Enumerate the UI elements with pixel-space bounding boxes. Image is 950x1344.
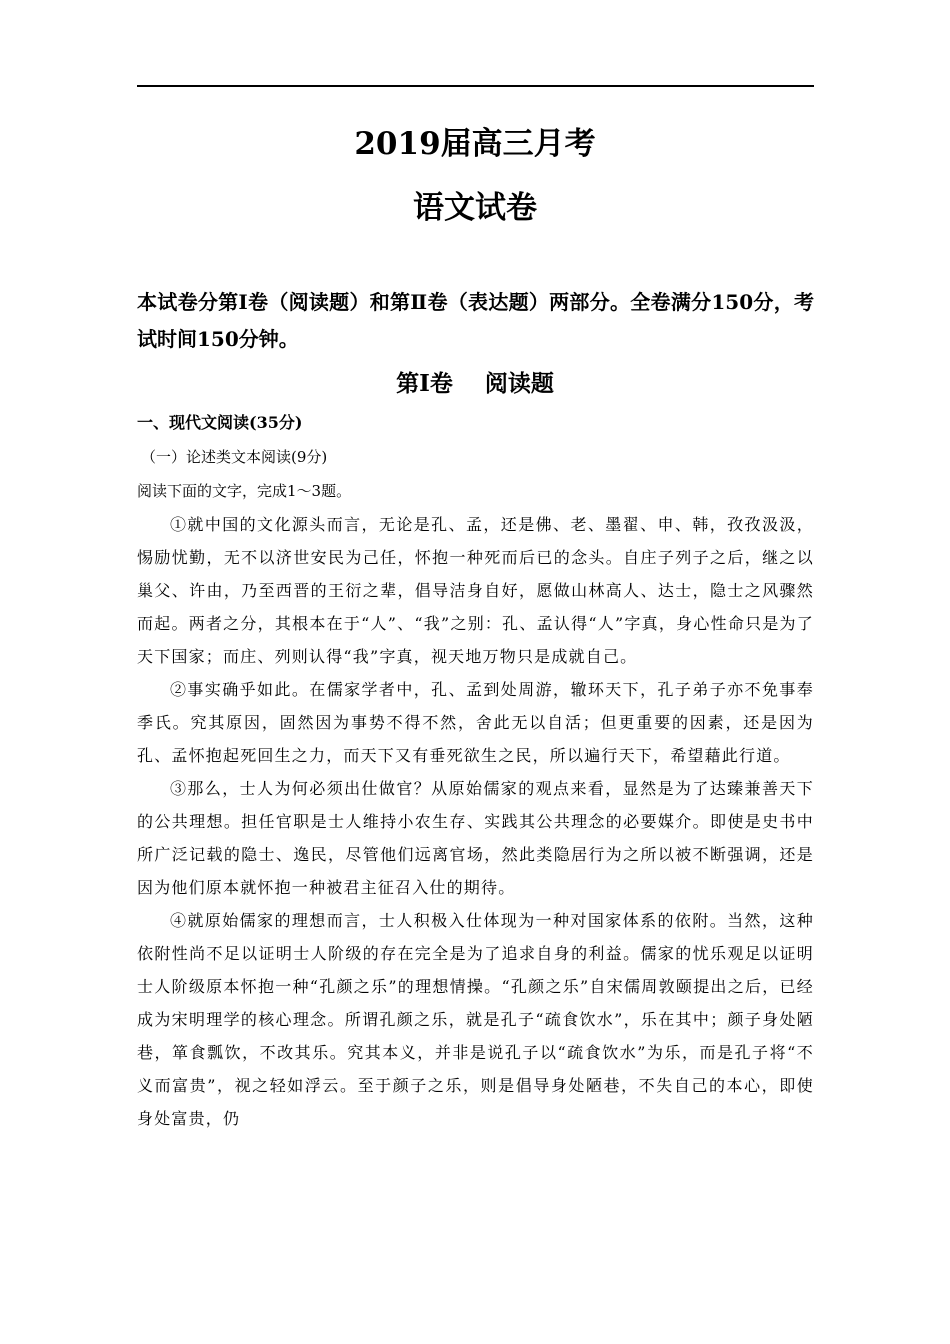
reading-passage xyxy=(137,508,814,1135)
passage-paragraph-1: ①就中国的文化源头而言，无论是孔、孟，还是佛、老、墨翟、申、韩，孜孜汲汲，惕励忧勤，无不以济世安民为己任，怀抱一种死而后已的念头。自庄子列子之后，继之以巢父、许由，乃至西晋的王衍之辈，倡导洁身自好，愿做山林高人、达士，隐士之风骤然而起。两者之分，其根本在于“人”、“我”之别：孔、孟认得“人”字真，身心性命只是为了天下国家；而庄、列则认得“我”字真，视天地万物只是成就自己。 xyxy=(137,515,814,666)
part-heading: 第Ⅰ卷 阅读题 xyxy=(396,370,554,397)
reading-instruction: 阅读下面的文字，完成1～3题。 xyxy=(137,482,352,500)
sub-heading: （一）论述类文本阅读(9分) xyxy=(141,448,328,466)
exam-title: 2019届高三月考 xyxy=(354,126,596,162)
header-rule xyxy=(137,85,814,87)
passage-paragraph-2: ②事实确乎如此。在儒家学者中，孔、孟到处周游，辙环天下，孔子弟子亦不免事奉季氏。究其原因，固然因为事势不得不然，舍此无以自活；但更重要的因素，还是因为孔、孟怀抱起死回生之力，而天下又有垂死欲生之民，所以遍行天下，希望藉此行道。 xyxy=(137,680,814,765)
exam-instructions: 本试卷分第Ⅰ卷（阅读题）和第Ⅱ卷（表达题）两部分。全卷满分150分，考试时间150分钟。 xyxy=(137,290,814,351)
passage-paragraph-3: ③那么，士人为何必须出仕做官？从原始儒家的观点来看，显然是为了达臻兼善天下的公共理想。担任官职是士人维持小农生存、实践其公共理念的必要媒介。即使是史书中所广泛记载的隐士、逸民，尽管他们远离官场，然此类隐居行为之所以被不断强调，还是因为他们原本就怀抱一种被君主征召入仕的期待。 xyxy=(137,779,814,897)
section-heading: 一、现代文阅读(35分) xyxy=(137,413,303,432)
passage-paragraph-4: ④就原始儒家的理想而言，士人积极入仕体现为一种对国家体系的依附。当然，这种依附性尚不足以证明士人阶级的存在完全是为了追求自身的利益。儒家的忧乐观足以证明士人阶级原本怀抱一种“孔颜之乐”的理想情操。“孔颜之乐”自宋儒周敦颐提出之后，已经成为宋明理学的核心理念。所谓孔颜之乐，就是孔子“疏食饮水”，乐在其中；颜子身处陋巷，箪食瓢饮，不改其乐。究其本义，并非是说孔子以“疏食饮水”为乐，而是孔子将“不义而富贵”，视之轻如浮云。至于颜子之乐，则是倡导身处陋巷，不失自己的本心，即使身处富贵，仍 xyxy=(137,911,814,1128)
exam-subject-title: 语文试卷 xyxy=(413,190,537,226)
